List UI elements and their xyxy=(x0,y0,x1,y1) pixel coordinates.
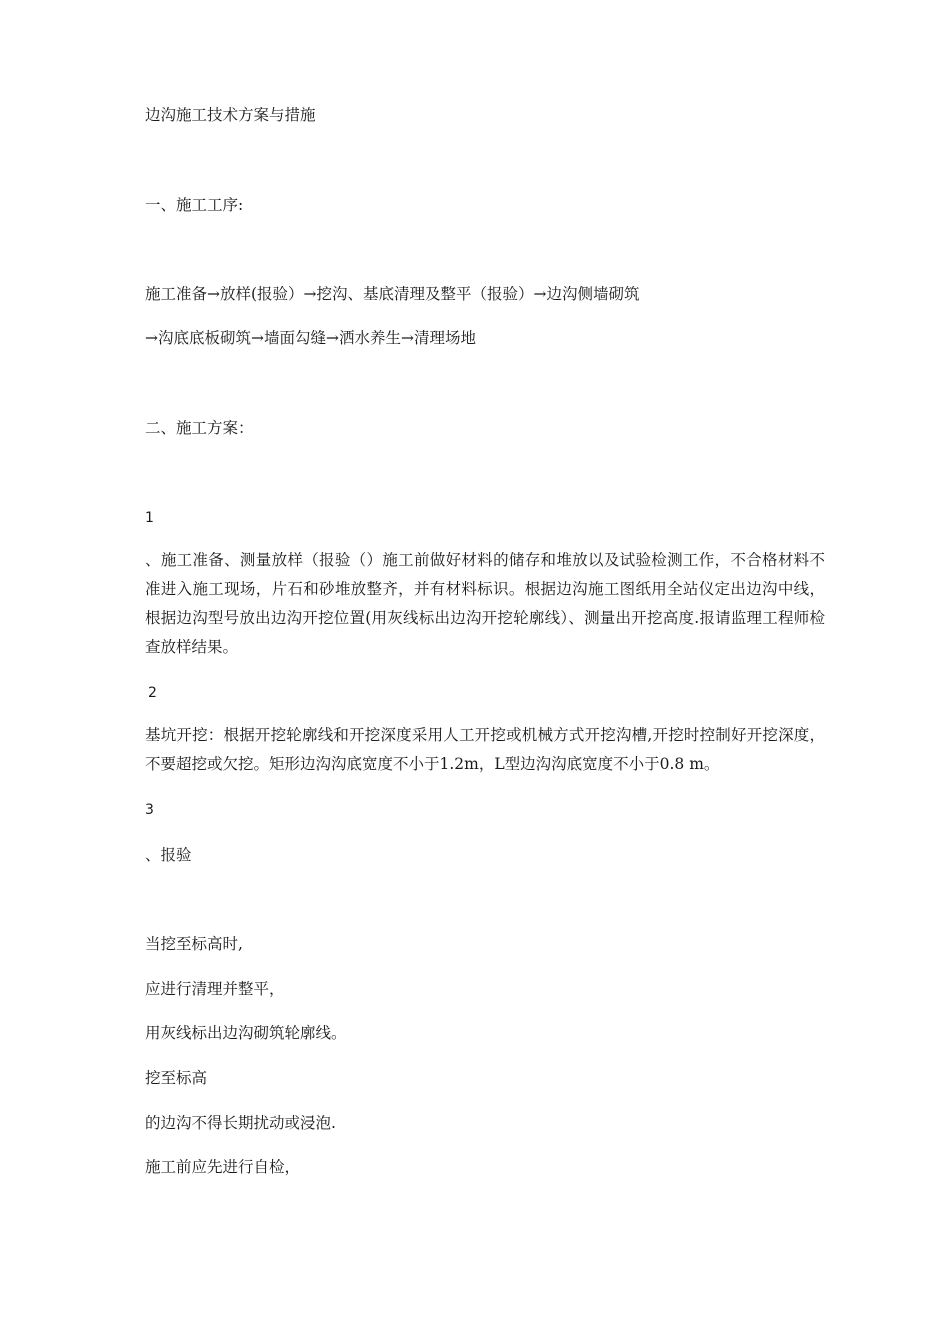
document-title: 边沟施工技术方案与措施 xyxy=(145,106,316,124)
item-heading-3: 、报验 xyxy=(145,846,192,864)
text-line: 应进行清理并整平， xyxy=(145,980,285,998)
text-line: 用灰线标出边沟砌筑轮廓线。 xyxy=(145,1024,347,1042)
item-number-3: 3 xyxy=(145,802,154,818)
text-line: 当挖至标高时, xyxy=(145,935,243,953)
item-number-1: 1 xyxy=(145,510,154,526)
section-heading-plan: 二、施工方案： xyxy=(145,419,254,437)
item-text-2: 基坑开挖：根据开挖轮廓线和开挖深度采用人工开挖或机械方式开挖沟槽,开挖时控制好开挖深度，不要超挖或欠挖。矩形边沟沟底宽度不小于1.2m，L型边沟沟底宽度不小于0.8 m。 xyxy=(145,726,825,773)
item-number-2: 2 xyxy=(148,685,157,701)
section-heading-process: 一、施工工序: xyxy=(145,196,244,214)
item-text-1: 、施工准备、测量放样（报验（）施工前做好材料的储存和堆放以及试验检测工作，不合格材料不准进入施工现场，片石和砂堆放整齐，并有材料标识。根据边沟施工图纸用全站仪定出边沟中线，根据边沟型号放出边沟开挖位置(用灰线标出边沟开挖轮廓线）、测量出开挖高度.报请监理工程师检查放样结果。 xyxy=(145,551,825,656)
process-line-1: 施工准备→放样(报验）→挖沟、基底清理及整平（报验）→边沟侧墙砌筑 xyxy=(145,285,640,303)
text-line: 的边沟不得长期扰动或浸泡. xyxy=(145,1114,336,1132)
text-line: 施工前应先进行自检， xyxy=(145,1158,301,1176)
text-line: 挖至标高 xyxy=(145,1069,208,1087)
process-line-2: →沟底底板砌筑→墙面勾缝→洒水养生→清理场地 xyxy=(145,329,476,347)
